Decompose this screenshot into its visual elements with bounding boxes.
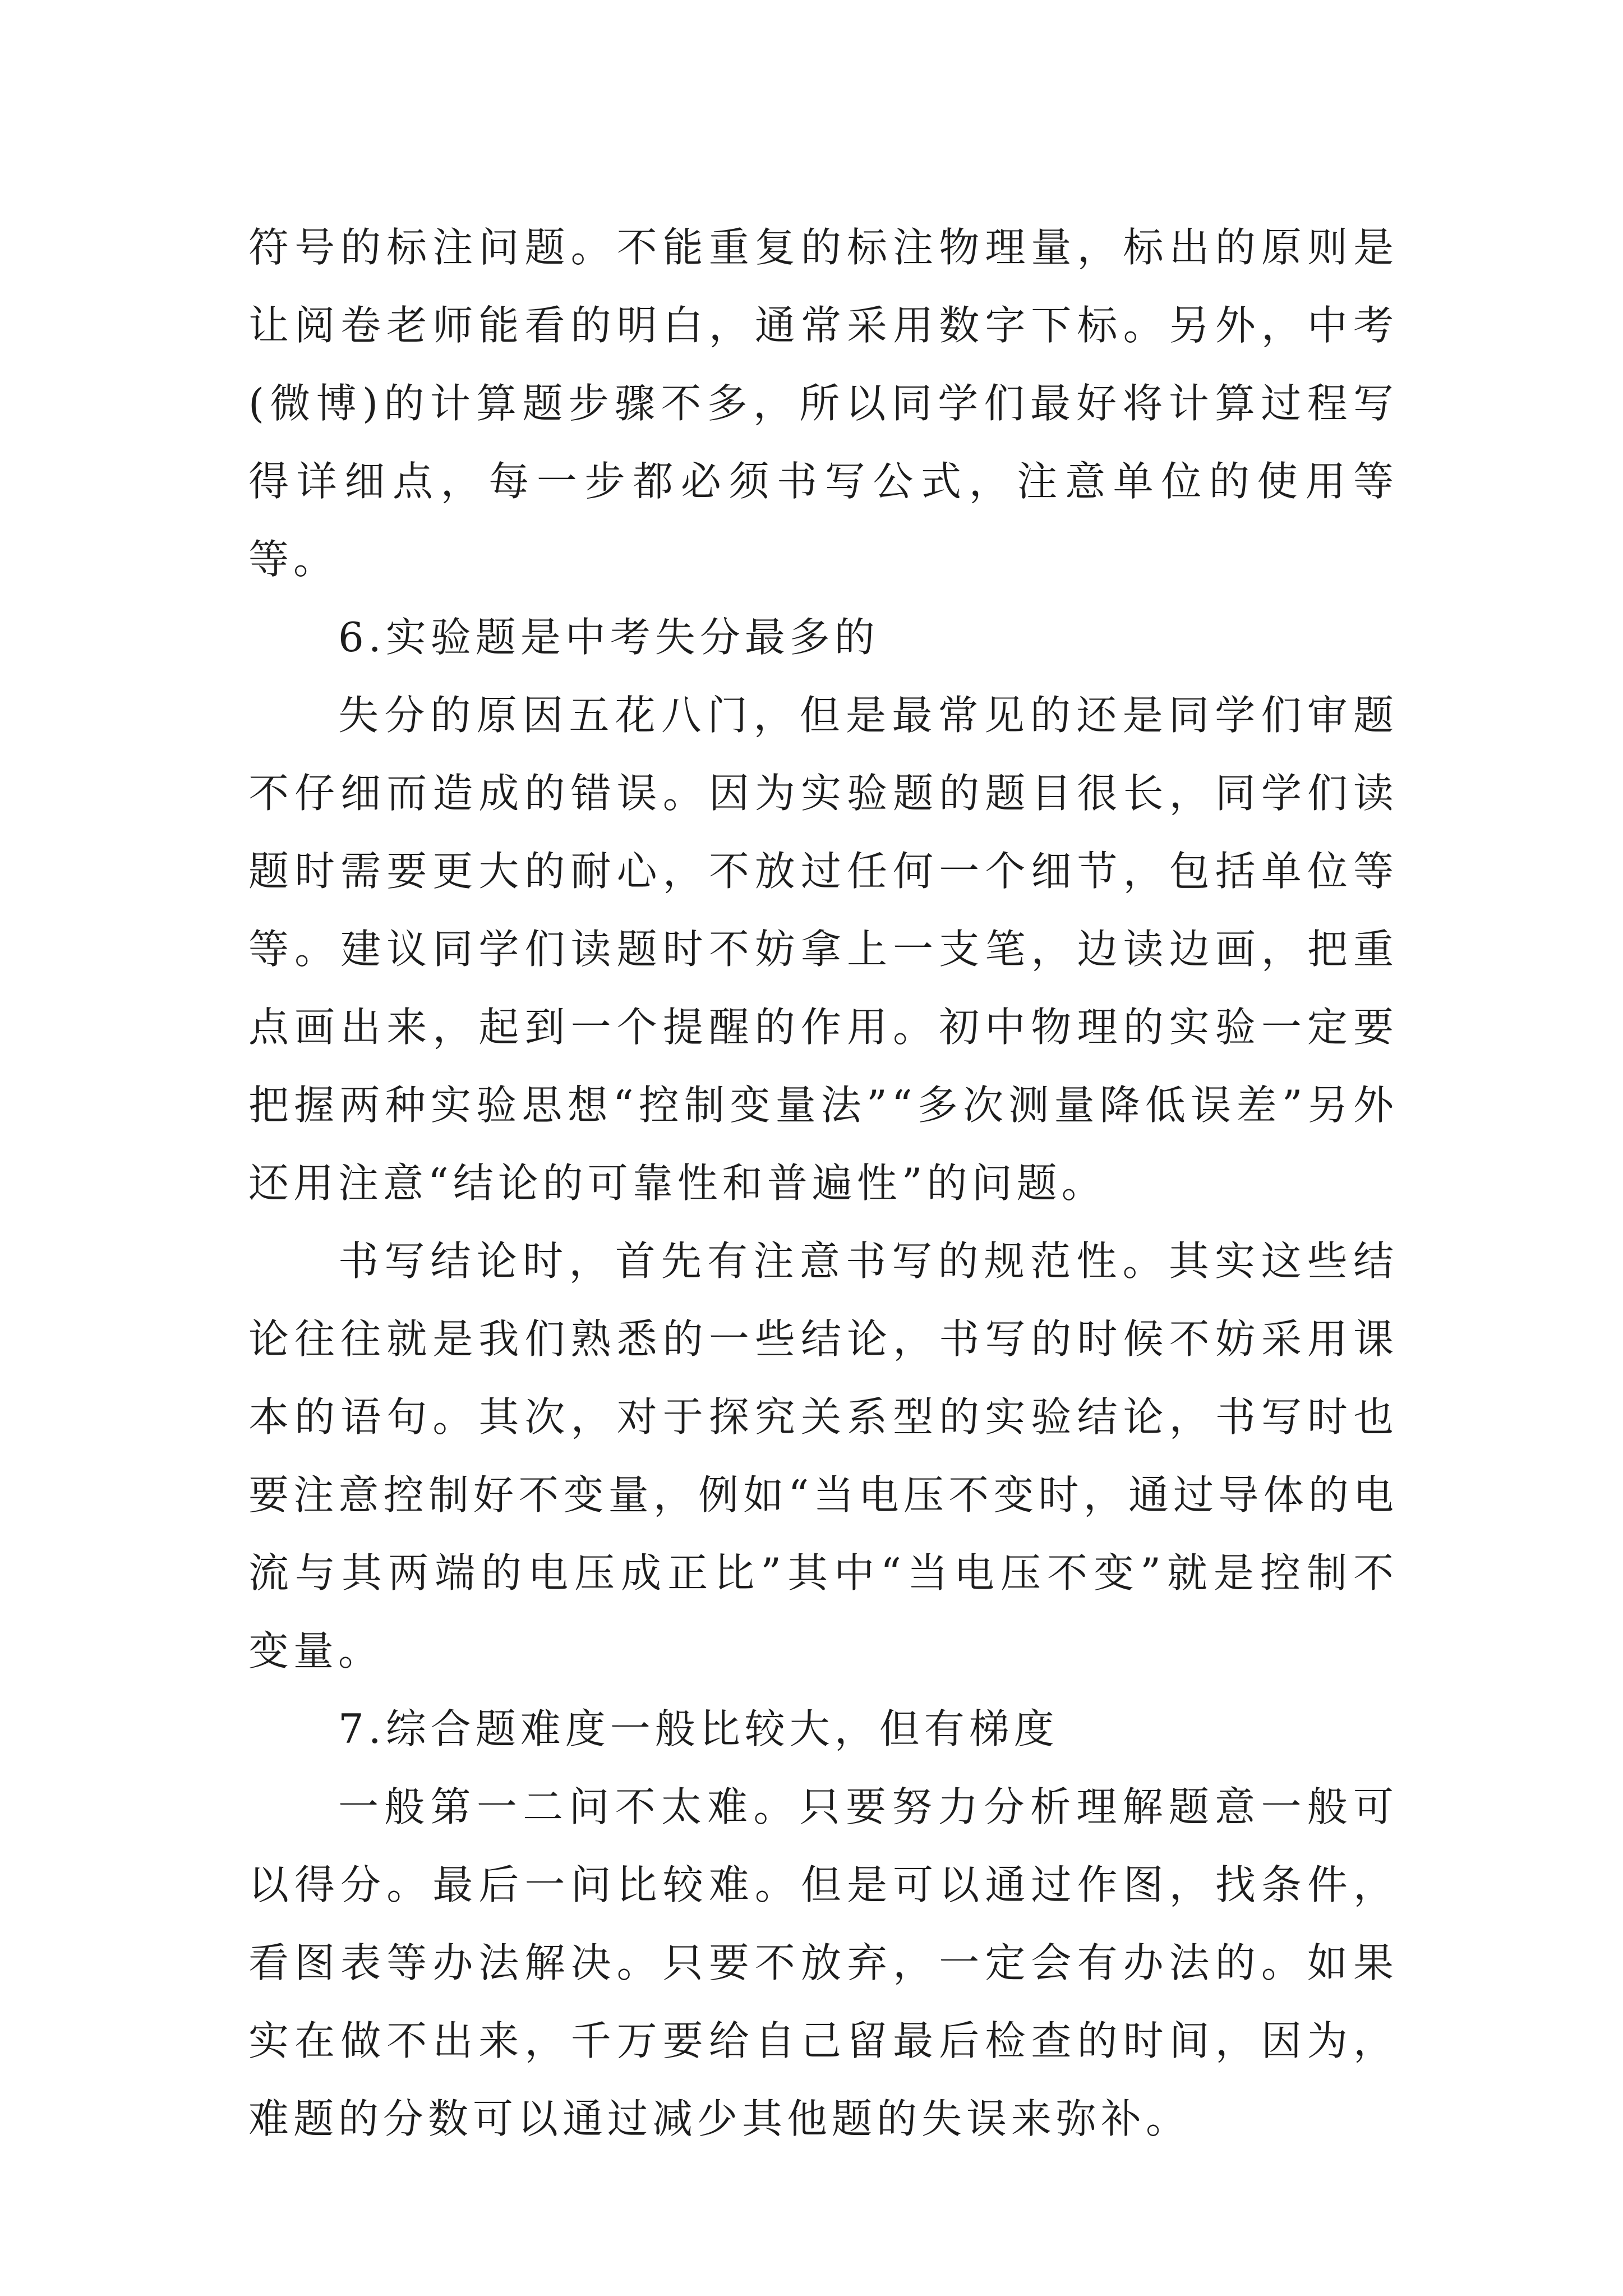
document-body <box>248 209 1398 2158</box>
section-heading-comprehensive-questions: 7.综合题难度一般比较大，但有梯度 <box>338 1705 1059 1752</box>
paragraph-calculation-notes: 符号的标注问题。不能重复的标注物理量，标出的原则是让阅卷老师能看的明白，通常采用数字下标。另外，中考(微博)的计算题步骤不多，所以同学们最好将计算过程写得详细点，每一步都必须书写公式，注意单位的使用等等。 <box>248 224 1398 583</box>
paragraph-comprehensive-strategy: 一般第一二问不太难。只要努力分析理解题意一般可以得分。最后一问比较难。但是可以通过作图，找条件，看图表等办法解决。只要不放弃，一定会有办法的。如果实在做不出来，千万要给自己留最后检查的时间，因为，难题的分数可以通过减少其他题的失误来弥补。 <box>248 1783 1398 2142</box>
section-heading-experiment-questions: 6.实验题是中考失分最多的 <box>338 614 879 661</box>
paragraph-writing-conclusions: 书写结论时，首先有注意书写的规范性。其实这些结论往往就是我们熟悉的一些结论，书写的时候不妨采用课本的语句。其次，对于探究关系型的实验结论，书写时也要注意控制好不变量，例如“当电压不变时，通过导体的电流与其两端的电压成正比”其中“当电压不变”就是控制不变量。 <box>248 1237 1398 1674</box>
paragraph-experiment-errors: 失分的原因五花八门，但是最常见的还是同学们审题不仔细而造成的错误。因为实验题的题目很长，同学们读题时需要更大的耐心，不放过任何一个细节，包括单位等等。建议同学们读题时不妨拿上一支笔，边读边画，把重点画出来，起到一个提醒的作用。初中物理的实验一定要把握两种实验思想“控制变量法”“多次测量降低误差”另外还用注意“结论的可靠性和普遍性”的问题。 <box>248 692 1398 1207</box>
